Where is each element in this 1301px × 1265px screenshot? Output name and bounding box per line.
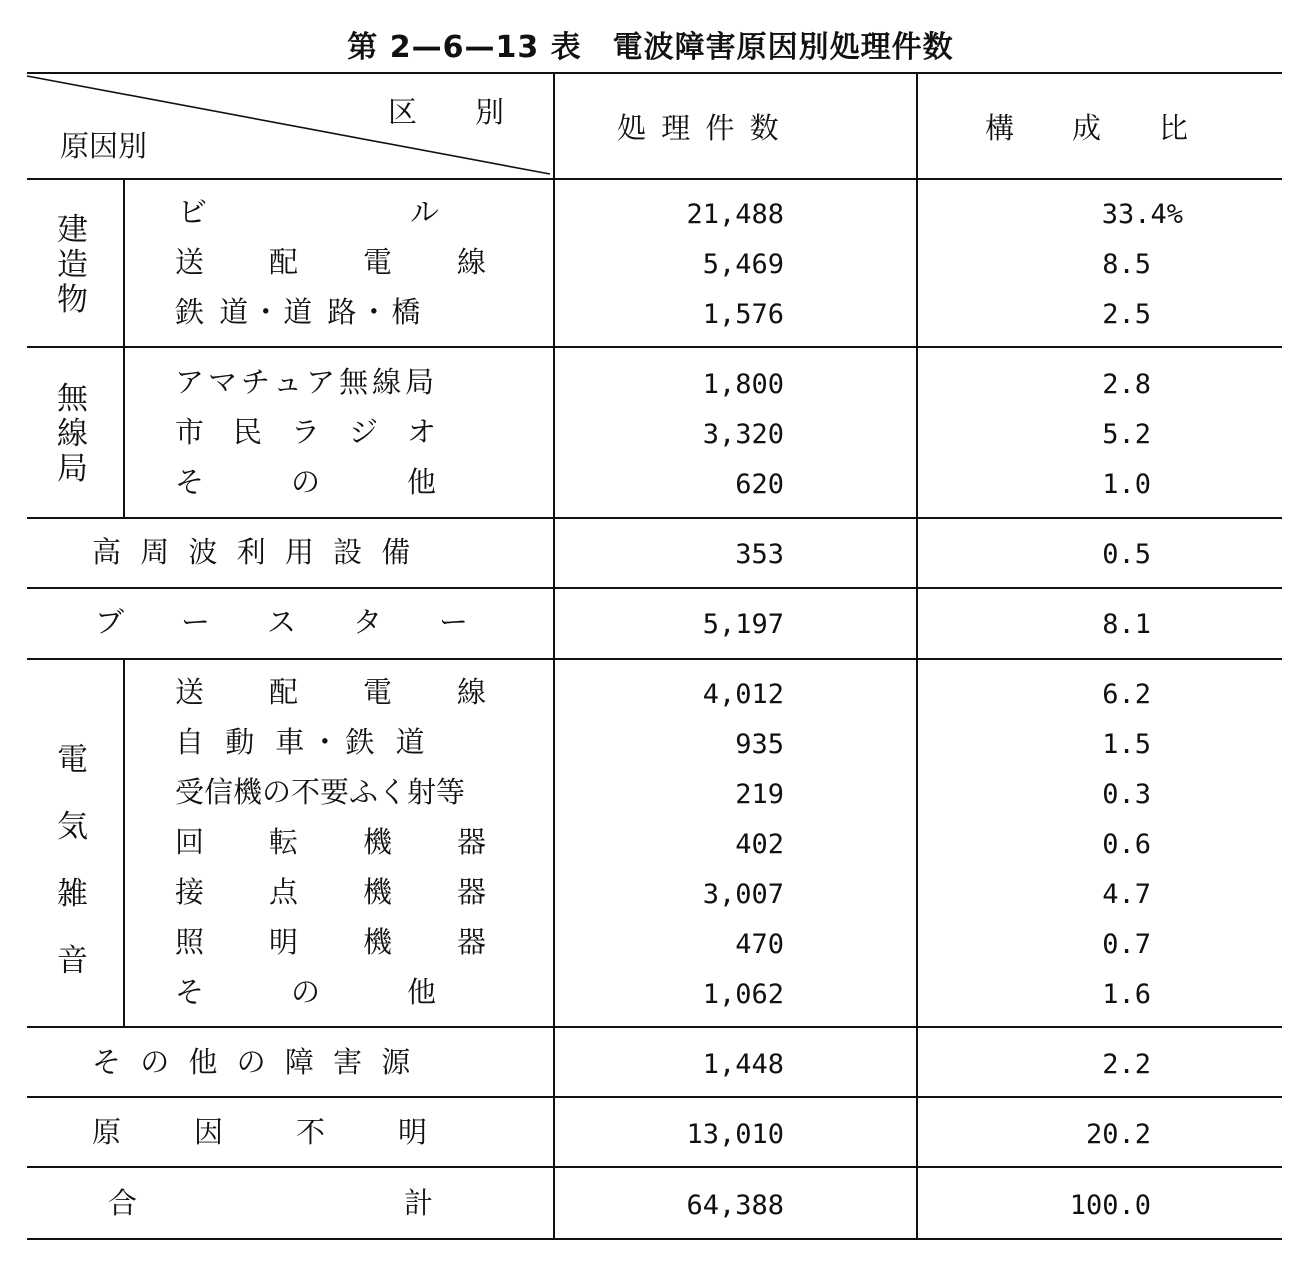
row-count: 353 <box>735 539 784 570</box>
row-ratio: 2.2 <box>1102 1049 1151 1080</box>
header-genin: 原因別 <box>60 129 148 163</box>
row-count: 21,488 <box>686 199 784 230</box>
row-label: 市 民 ラ ジ オ <box>175 415 437 449</box>
row-ratio: 2.5 <box>1102 299 1151 330</box>
row-count: 13,010 <box>686 1119 784 1150</box>
row-label: 高 周 波 利 用 設 備 <box>92 535 416 569</box>
row-ratio: 20.2 <box>1085 1119 1151 1150</box>
row-count: 5,469 <box>702 249 784 280</box>
header-ratio: 構 成 比 <box>985 111 1189 145</box>
row-count: 1,062 <box>702 979 784 1010</box>
row-count: 1,800 <box>702 369 784 400</box>
row-ratio: 5.2 <box>1102 419 1151 450</box>
row-count: 64,388 <box>686 1190 784 1221</box>
row-ratio: 33.4% <box>1101 199 1183 230</box>
row-count: 935 <box>735 729 784 760</box>
row-label: ブ ー ス タ ー <box>95 605 483 639</box>
row-count: 1,576 <box>702 299 784 330</box>
row-label: 送 配 電 線 <box>175 675 505 709</box>
group-label-denki: 電気雑音 <box>57 742 88 979</box>
row-label: そ の 他 の 障 害 源 <box>92 1045 416 1079</box>
row-count: 402 <box>735 829 784 860</box>
row-label: 合 計 <box>108 1186 442 1220</box>
header-kubun: 区 別 <box>388 95 505 129</box>
row-ratio: 0.7 <box>1102 929 1151 960</box>
row-label: 原 因 不 明 <box>92 1115 433 1149</box>
row-label: 照 明 機 器 <box>175 925 505 959</box>
row-ratio: 2.8 <box>1102 369 1151 400</box>
row-ratio: 1.5 <box>1102 729 1151 760</box>
table-title: 第 2—6—13 表 電波障害原因別処理件数 <box>347 30 954 65</box>
row-ratio: 0.5 <box>1102 539 1151 570</box>
row-count: 3,320 <box>702 419 784 450</box>
row-ratio: 4.7 <box>1102 879 1151 910</box>
row-label: 鉄 道・道 路・橋 <box>175 295 424 329</box>
row-count: 219 <box>735 779 784 810</box>
row-count: 5,197 <box>702 609 784 640</box>
row-label: アマチュア無線局 <box>175 365 439 399</box>
group-label-kenzobutsu: 建造物 <box>57 212 88 318</box>
row-ratio: 8.1 <box>1102 609 1151 640</box>
row-count: 1,448 <box>702 1049 784 1080</box>
header-count: 処 理 件 数 <box>617 111 779 145</box>
row-ratio: 1.0 <box>1102 469 1151 500</box>
row-label: 回 転 機 器 <box>175 825 505 859</box>
row-label: そ の 他 <box>175 465 437 499</box>
row-count: 470 <box>735 929 784 960</box>
row-label: ビ ル <box>178 195 440 229</box>
row-ratio: 1.6 <box>1102 979 1151 1010</box>
row-label: 自 動 車・鉄 道 <box>175 725 431 759</box>
row-ratio: 100.0 <box>1069 1190 1151 1221</box>
group-label-musenkyoku: 無線局 <box>57 381 88 487</box>
row-label: 接 点 機 器 <box>175 875 505 909</box>
row-ratio: 0.3 <box>1102 779 1151 810</box>
row-ratio: 8.5 <box>1102 249 1151 280</box>
row-ratio: 0.6 <box>1102 829 1151 860</box>
row-label: そ の 他 <box>175 975 437 1009</box>
row-ratio: 6.2 <box>1102 679 1151 710</box>
row-count: 3,007 <box>702 879 784 910</box>
row-label: 送 配 電 線 <box>175 245 505 279</box>
row-label: 受信機の不要ふく射等 <box>175 775 466 809</box>
row-count: 4,012 <box>702 679 784 710</box>
row-count: 620 <box>735 469 784 500</box>
